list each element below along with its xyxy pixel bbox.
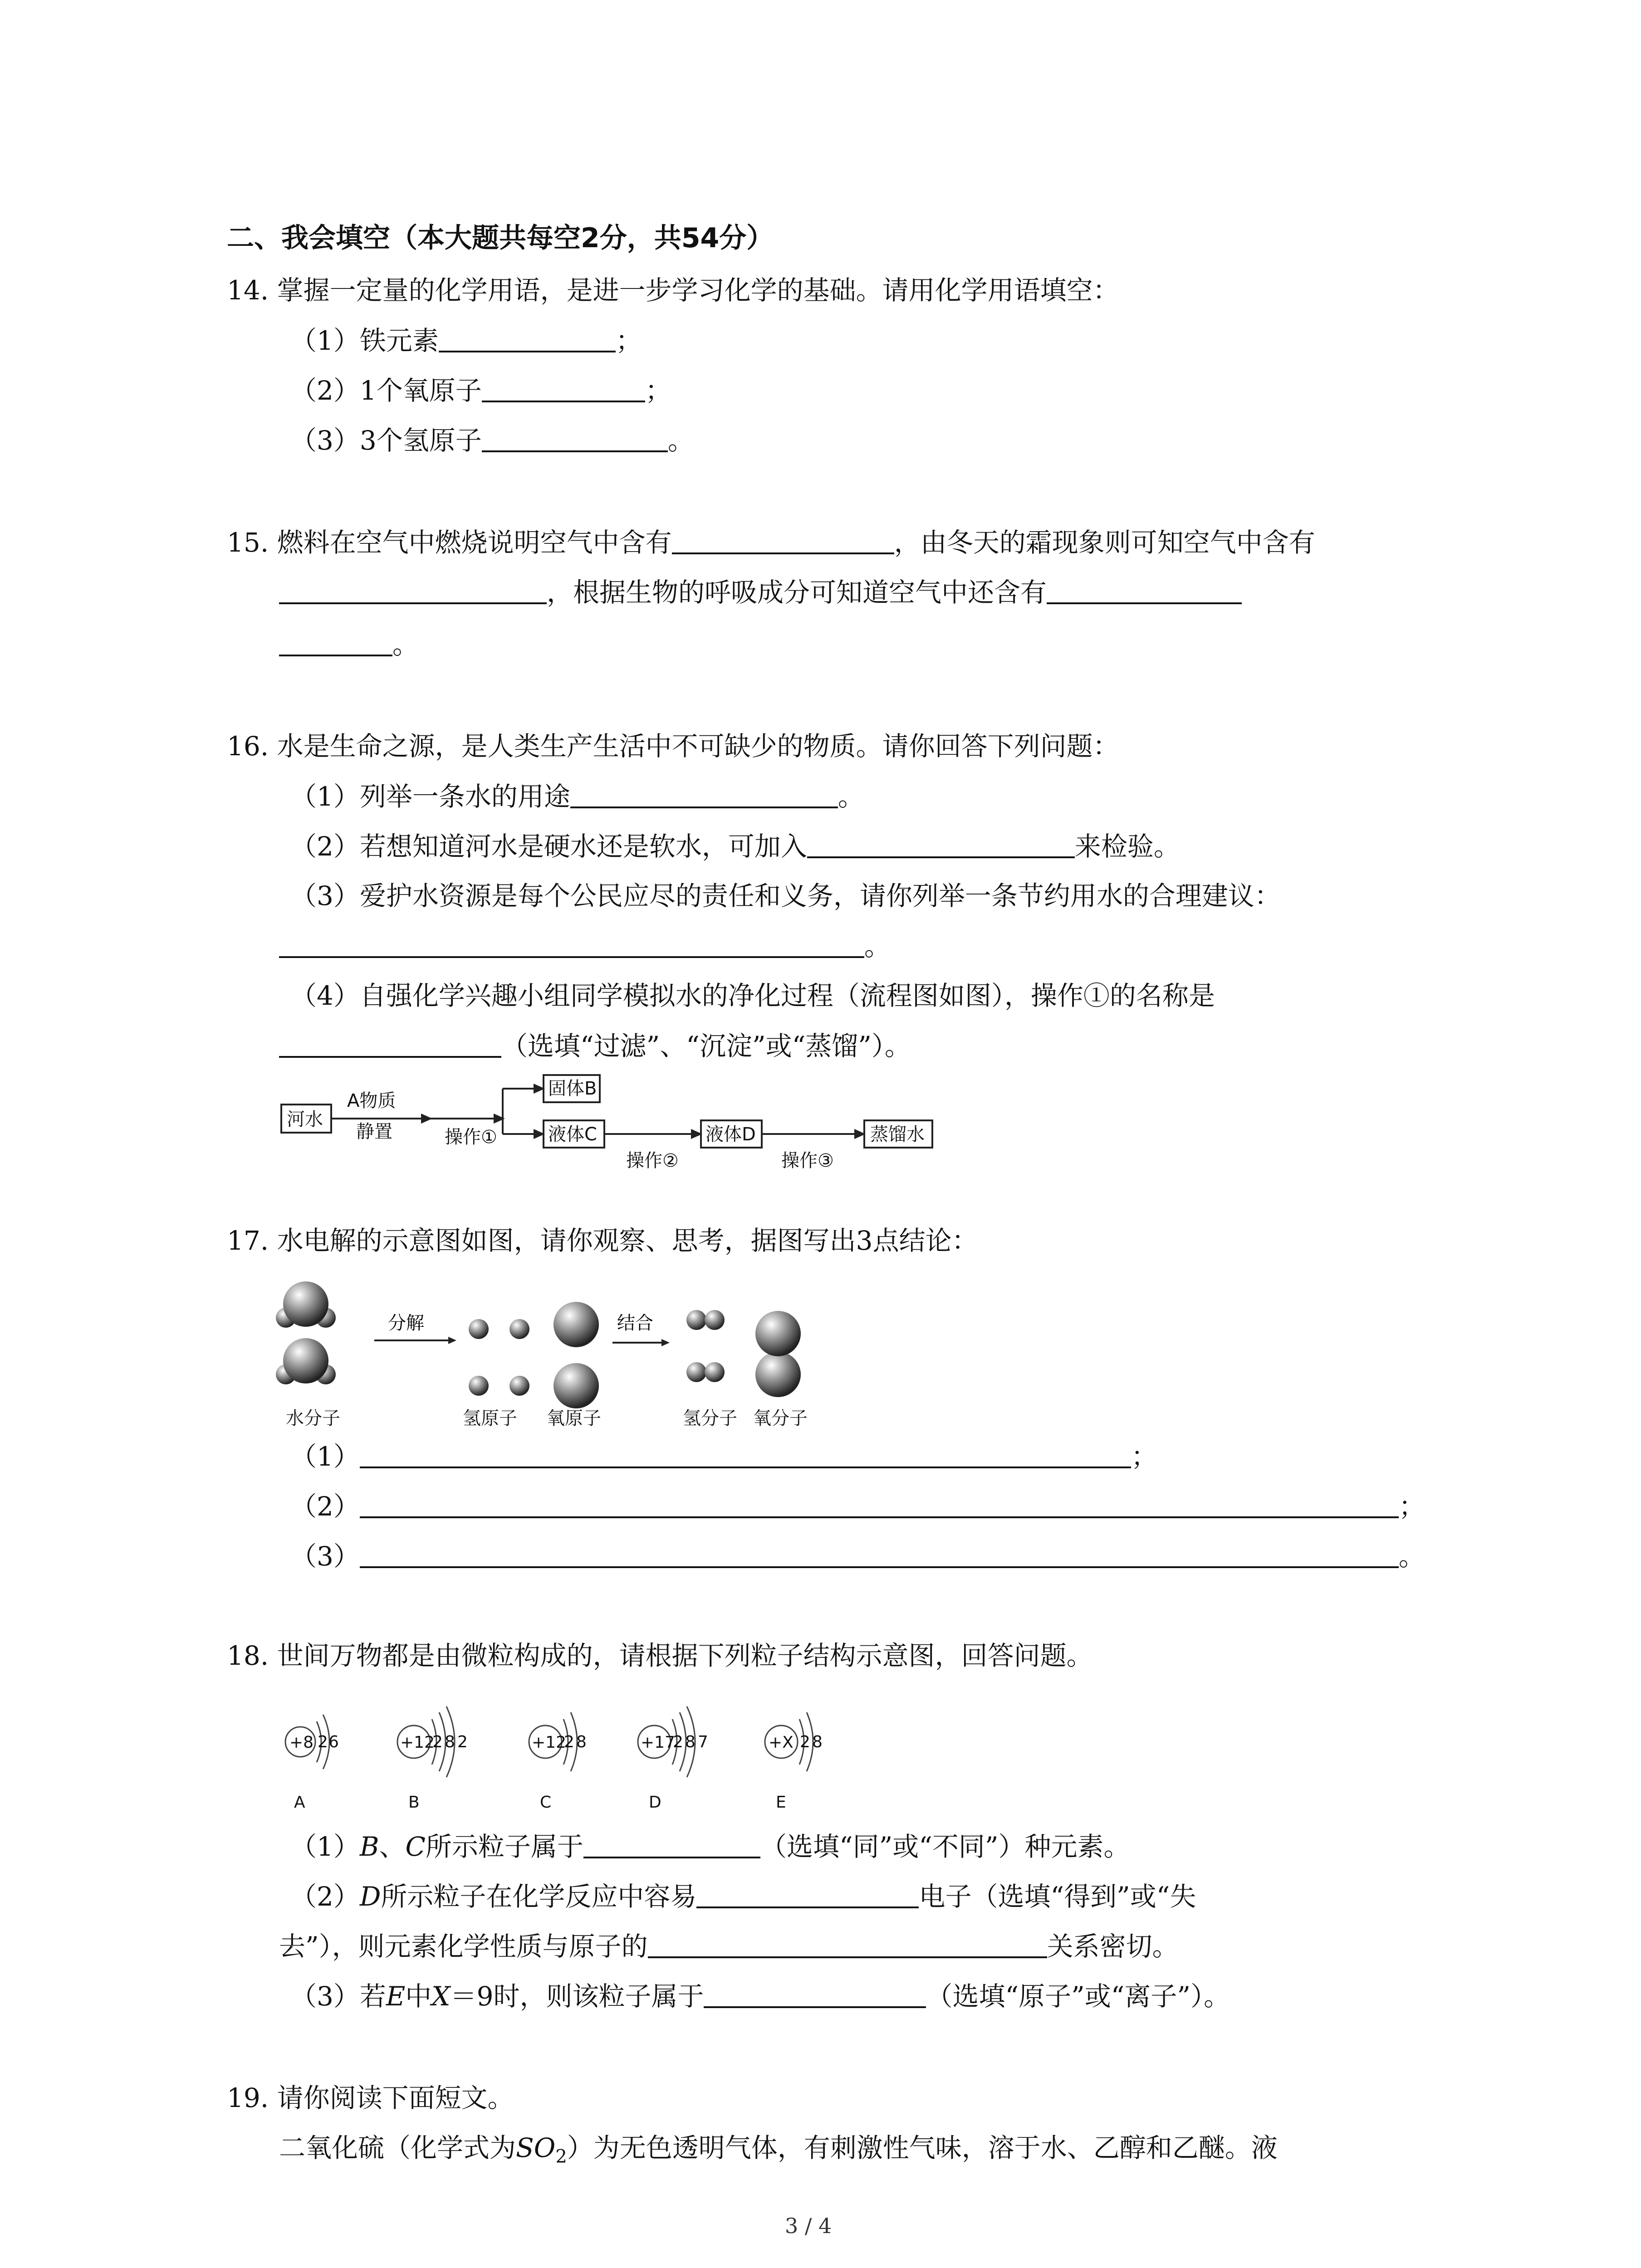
oxygen-molecule-atom — [755, 1352, 801, 1397]
question-19-paragraph — [279, 2132, 1278, 2173]
shell-e-1: 2 — [800, 1733, 810, 1751]
oxygen-atom — [554, 1302, 599, 1347]
flow-liquid-d: 液体D — [705, 1124, 756, 1145]
answer-blank[interactable] — [672, 526, 894, 554]
text: （2）若想知道河水是硬水还是软水，可加入 — [290, 831, 807, 862]
text: ）为无色透明气体，有刺激性气味，溶于水、乙醇和乙醚。液 — [567, 2132, 1278, 2163]
text: 。 — [864, 931, 891, 962]
shell-a-1: 2 — [318, 1733, 328, 1751]
item-label: （2）1个氧原子 — [290, 375, 482, 406]
question-17-stem: 17. 水电解的示意图如图，请你观察、思考，据图写出3点结论： — [227, 1225, 978, 1256]
answer-blank[interactable] — [482, 424, 668, 452]
flow-river: 河水 — [287, 1109, 323, 1130]
question-15-line-1 — [227, 526, 1315, 558]
formula-subscript: 2 — [555, 2146, 567, 2167]
question-14-item-1 — [290, 324, 642, 357]
question-16-stem: 16. 水是生命之源，是人类生产生活中不可缺少的物质。请你回答下列问题： — [227, 731, 1119, 762]
answer-blank[interactable] — [360, 1540, 1399, 1568]
question-16-item-3-answer — [279, 930, 891, 962]
answer-blank[interactable] — [1047, 576, 1242, 604]
label-h-atom: 氢原子 — [463, 1408, 517, 1429]
question-15-line-3 — [279, 628, 419, 660]
nucleus-b: +12 — [400, 1733, 435, 1752]
text: 去”），则元素化学性质与原子的 — [279, 1931, 648, 1962]
decompose-label: 分解 — [388, 1313, 424, 1334]
question-16-item-2 — [290, 830, 1180, 862]
question-16-item-3: （3）爱护水资源是每个公民应尽的责任和义务，请你列举一条节约用水的合理建议： — [290, 880, 1281, 911]
text: 关系密切。 — [1047, 1931, 1179, 1962]
item-label: （3）3个氢原子 — [290, 425, 482, 456]
text: （3）若 — [290, 1981, 386, 2012]
hydrogen-molecule-atom — [686, 1362, 706, 1382]
question-15-line-2 — [279, 576, 1242, 608]
question-17-item-2 — [290, 1490, 1425, 1522]
nucleus-d: +17 — [641, 1733, 675, 1752]
item-end: 。 — [667, 425, 694, 456]
hydrogen-atom — [469, 1319, 489, 1339]
water-molecule-top — [276, 1281, 336, 1328]
text: C — [405, 1831, 426, 1862]
shell-b-1: 2 — [432, 1733, 443, 1751]
particle-structure-diagrams — [272, 1678, 907, 1814]
question-19-stem: 19. 请你阅读下面短文。 — [227, 2082, 514, 2113]
text: 电子（选填“得到”或“失 — [919, 1881, 1196, 1912]
question-14-item-3 — [290, 424, 694, 456]
oxygen-atom — [554, 1363, 599, 1408]
text: X — [431, 1981, 451, 2012]
flow-liquid-c: 液体C — [548, 1124, 597, 1145]
answer-blank[interactable] — [279, 576, 547, 604]
answer-blank[interactable] — [648, 1930, 1047, 1958]
question-18-item-2-cont — [279, 1930, 1179, 1962]
shell-a-2: 6 — [328, 1733, 339, 1751]
text: 。 — [838, 781, 864, 812]
flow-settle: 静置 — [356, 1121, 392, 1142]
shell-b-3: 2 — [457, 1733, 468, 1751]
flow-solid-b: 固体B — [548, 1078, 597, 1099]
text: 15. 燃料在空气中燃烧说明空气中含有 — [227, 527, 672, 558]
answer-blank[interactable] — [360, 1440, 1131, 1468]
question-16-item-1 — [290, 780, 864, 812]
text: （2） — [290, 1881, 360, 1912]
text: 中 — [405, 1981, 432, 2012]
item-end: ； — [645, 375, 671, 406]
text: 、 — [379, 1831, 406, 1862]
flow-op1: 操作① — [445, 1127, 497, 1148]
answer-blank[interactable] — [570, 780, 838, 808]
question-17-item-3 — [290, 1540, 1425, 1572]
answer-blank[interactable] — [696, 1880, 919, 1908]
item-end: ； — [1131, 1441, 1157, 1472]
item-end: ； — [1398, 1491, 1425, 1522]
text: 来检验。 — [1074, 831, 1180, 862]
text: （1）列举一条水的用途 — [290, 781, 570, 812]
nucleus-a: +8 — [289, 1733, 314, 1752]
text: B — [359, 1831, 379, 1862]
hydrogen-atom — [469, 1376, 489, 1396]
item-end: ； — [615, 325, 642, 356]
flow-op2: 操作② — [626, 1150, 679, 1171]
shell-d-3: 7 — [698, 1733, 708, 1751]
shell-d-1: 2 — [673, 1733, 683, 1751]
label-d: D — [649, 1793, 661, 1812]
label-e: E — [776, 1793, 786, 1812]
electrolysis-diagram — [268, 1261, 903, 1442]
question-17-item-1 — [290, 1440, 1157, 1472]
item-label: （1） — [290, 1441, 360, 1472]
hydrogen-molecule-atom — [686, 1310, 706, 1330]
question-14-item-2 — [290, 374, 671, 406]
formula-so2: SO — [516, 2132, 556, 2163]
answer-blank[interactable] — [360, 1490, 1399, 1518]
label-o-atom: 氧原子 — [547, 1408, 601, 1429]
label-a: A — [294, 1793, 305, 1812]
text: （1） — [290, 1831, 360, 1862]
answer-blank[interactable] — [439, 324, 616, 352]
label-water-molecule: 水分子 — [286, 1408, 340, 1429]
text: 。 — [392, 629, 419, 660]
answer-blank[interactable] — [807, 830, 1075, 858]
hydrogen-atom — [509, 1376, 529, 1396]
label-b: B — [408, 1793, 420, 1812]
text: D — [359, 1881, 381, 1912]
question-18-stem: 18. 世间万物都是由微粒构成的，请根据下列粒子结构示意图，回答问题。 — [227, 1640, 1093, 1671]
label-c: C — [540, 1793, 552, 1812]
flow-distilled: 蒸馏水 — [870, 1124, 925, 1145]
text: ，由冬天的霜现象则可知空气中含有 — [894, 527, 1315, 558]
label-o-molecule: 氧分子 — [753, 1408, 808, 1429]
shell-c-1: 2 — [564, 1733, 574, 1751]
flow-op3: 操作③ — [781, 1150, 834, 1171]
question-16-item-4: （4）自强化学兴趣小组同学模拟水的净化过程（流程图如图），操作①的名称是 — [290, 980, 1215, 1011]
text: ，根据生物的呼吸成分可知道空气中还含有 — [547, 577, 1047, 608]
shell-c-2: 8 — [576, 1733, 587, 1751]
shell-b-2: 8 — [445, 1733, 455, 1751]
nucleus-c: +12 — [532, 1733, 566, 1752]
section-title: 二、我会填空（本大题共每空2分，共54分） — [227, 222, 774, 254]
answer-blank[interactable] — [583, 1830, 760, 1858]
flow-reagent: A物质 — [347, 1090, 396, 1111]
text: 所示粒子在化学反应中容易 — [381, 1881, 697, 1912]
text: 所示粒子属于 — [425, 1831, 583, 1862]
hydrogen-molecule-atom — [705, 1362, 725, 1382]
answer-blank[interactable] — [482, 374, 645, 402]
question-18-item-3 — [290, 1980, 1230, 2012]
text: E — [386, 1981, 406, 2012]
text: ＝9时，则该粒子属于 — [450, 1981, 704, 2012]
water-purification-flowchart — [272, 1061, 998, 1179]
nucleus-e: +X — [769, 1733, 794, 1752]
shell-d-2: 8 — [685, 1733, 696, 1751]
question-18-item-1 — [290, 1830, 1130, 1862]
combine-label: 结合 — [617, 1313, 653, 1334]
page-number: 3 / 4 — [785, 2214, 832, 2238]
oxygen-molecule-atom — [755, 1311, 801, 1356]
item-label: （3） — [290, 1541, 360, 1572]
shell-e-2: 8 — [812, 1733, 823, 1751]
text: 二氧化硫（化学式为 — [279, 2132, 516, 2163]
item-end: 。 — [1398, 1541, 1425, 1572]
answer-blank[interactable] — [704, 1980, 926, 2008]
answer-blank[interactable] — [279, 1030, 501, 1058]
item-label: （2） — [290, 1491, 360, 1522]
item-label: （1）铁元素 — [290, 325, 439, 356]
answer-blank[interactable] — [279, 628, 392, 656]
answer-blank[interactable] — [279, 930, 864, 958]
question-14-stem: 14. 掌握一定量的化学用语，是进一步学习化学的基础。请用化学用语填空： — [227, 275, 1119, 306]
hydrogen-atom — [509, 1319, 529, 1339]
text: （选填“原子”或“离子”）。 — [926, 1981, 1230, 2012]
label-h-molecule: 氢分子 — [683, 1408, 737, 1429]
hydrogen-molecule-atom — [705, 1310, 725, 1330]
question-16-item-4-answer — [279, 1030, 911, 1062]
question-18-item-2 — [290, 1880, 1196, 1912]
text: （选填“过滤”、“沉淀”或“蒸馏”）。 — [501, 1031, 911, 1061]
text: （选填“同”或“不同”）种元素。 — [760, 1831, 1130, 1862]
water-molecule-bottom — [276, 1338, 336, 1384]
